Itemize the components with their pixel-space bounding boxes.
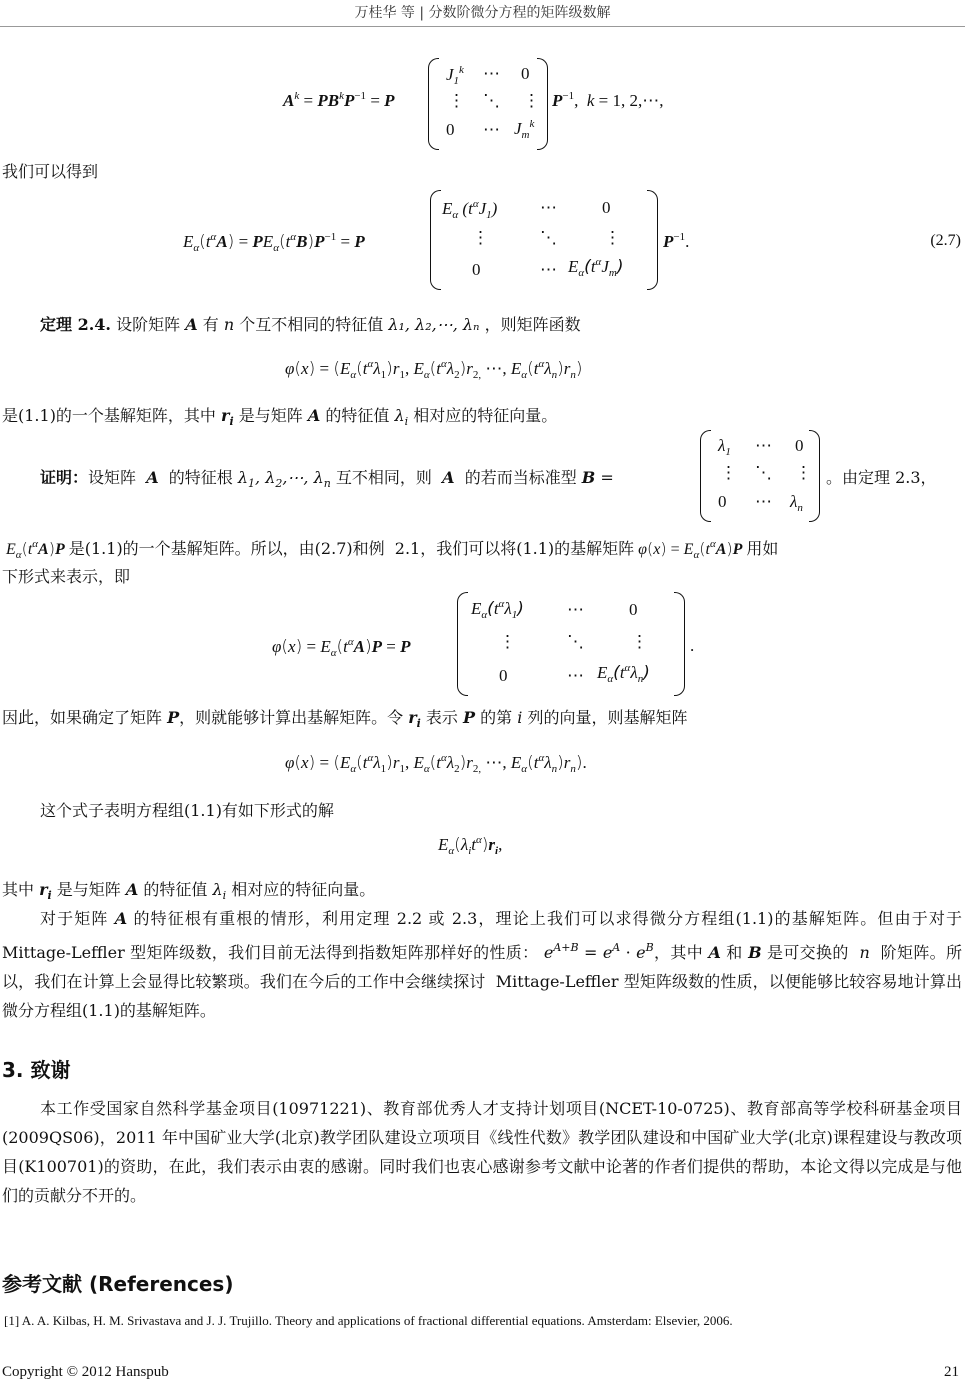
matrix-diagonal-ml: $E_\alpha(t^\alpha\lambda_1)$ ⋯ 0 ⋮ ⋱ ⋮ 0 ⋯ $E_\alpha(t^\alpha\lambda_n)$ (457, 592, 685, 696)
reference-item: [1] A. A. Kilbas, H. M. Srivastava and J. J. Trujillo. Theory and applications of fractional differential equations. Amsterdam: Elsevier, 2006. (4, 1313, 733, 1328)
equation-solution: $E_\alpha(\lambda_it^\alpha)r_i$, (438, 834, 503, 857)
proof-line-1-tail: 。由定理 2.3， (826, 468, 937, 487)
solution-intro: 这个式子表明方程组(1.1)有如下形式的解 (40, 801, 334, 820)
matrix-mittag-leffler-jordan: $E_\alpha$ $(t^\alpha J_1)$ ⋯ 0 ⋮ ⋱ ⋮ 0 ⋯ $E_\alpha(t^\alpha J_m)$ (430, 190, 658, 290)
section-heading-acknowledgement: 3. 致谢 (2, 1058, 71, 1082)
equation-number-2-7: (2.7) (930, 232, 961, 249)
equation-phi-fundamental-2: $\varphi(x) = (E_\alpha(t^\alpha\lambda_1)r_1$, $E_\alpha(t^\alpha\lambda_2)r_{2,}$ ⋯, $E_\alpha(t^\alpha\lambda_n)r_n$). (285, 752, 587, 775)
header-divider (0, 26, 965, 27)
proof-line-2: $E_\alpha(t^\alpha A)P$ 是(1.1)的一个基解矩阵。所以，由(2.7)和例 2.1，我们可以将(1.1)的基解矩阵 $\varphi(x) = E_\alpha(t^\alpha A)P$ 用如 (6, 538, 779, 561)
equation-phi-fundamental: $\varphi(x) = (E_\alpha(t^\alpha\lambda_1)r_1$, $E_\alpha(t^\alpha\lambda_2)r_{2,}$ ⋯, $E_\alpha(t^\alpha\lambda_n)r_n$) (285, 358, 583, 381)
intro-text: 我们可以得到 (2, 162, 99, 181)
hence-paragraph: 因此，如果确定了矩阵 P，则就能够计算出基解矩阵。令 $r_i$ 表示 P 的第 i 列的向量，则基解矩阵 (2, 708, 688, 730)
proof-line-3: 下形式来表示，即 (2, 567, 131, 586)
copyright-footer: Copyright © 2012 Hanspub (2, 1364, 169, 1380)
equation-phi-matrix-end: . (690, 636, 695, 655)
page-number: 21 (944, 1364, 959, 1380)
equation-a-power: $A^k = PB^kP^{-1} = P$ (283, 90, 395, 110)
repeated-roots-paragraph: 对于矩阵 A 的特征根有重根的情形，利用定理 2.2 或 2.3，理论上我们可以求得微分方程组(1.1)的基解矩阵。但由于对于 Mittage-Leffler 型矩阵级数，我们目前无法得到指数矩阵那样好的性质： $e^{A+B} = e^A \cdot e^B$，其中 A 和 B 是可交换的 n 阶矩阵。所以，我们在计算上会显得比较繁琐。我们在今后的工作中会继续探讨 Mittage-Leffler 型矩阵级数的性质，以便能够比较容易地计算出微分方程组(1.1)的基解矩阵。 (2, 909, 962, 1020)
running-header: 万桂华 等 | 分数阶微分方程的矩阵级数解 (354, 5, 611, 21)
theorem-2-4: 定理 2.4. 设阶矩阵 A 有 n 个互不相同的特征值 λ₁, λ₂,⋯, λₙ ，则矩阵函数 (40, 315, 581, 334)
theorem-conclusion: 是(1.1)的一个基解矩阵，其中 $r_i$ 是与矩阵 A 的特征值 $\lambda_i$ 相对应的特征向量。 (2, 406, 558, 428)
equation-2-7-tail: $P^{-1}$. (663, 231, 690, 251)
equation-phi-matrix: $\varphi(x) = E_\alpha(t^\alpha A)P = P$ (272, 636, 411, 659)
equation-2-7: $E_\alpha(t^\alpha A) = PE_\alpha(t^\alpha B)P^{-1} = P$ (183, 231, 365, 254)
matrix-jordan-form-b: $\lambda_1$ ⋯ 0 ⋮ ⋱ ⋮ 0 ⋯ $\lambda_n$ (700, 430, 820, 522)
eigenvector-note: 其中 $r_i$ 是与矩阵 A 的特征值 $\lambda_i$ 相对应的特征向量。 (2, 880, 376, 902)
acknowledgement-paragraph: 本工作受国家自然科学基金项目(10971221)、教育部优秀人才支持计划项目(NCET-10-0725)、教育部高等学校科研基金项目(2009QS06)，2011 年中国矿业大学(北京)教学团队建设立项项目《线性代数》教学团队建设和中国矿业大学(北京)课程建设与教改项目(K100701)的资助，在此，我们表示由衷的感谢。同时我们也衷心感谢参考文献中论著的作者们提供的帮助，本论文得以完成是与他们的贡献分不开的。 (2, 1099, 962, 1205)
equation-a-power-tail: $P^{-1}$, k = 1, 2,⋯, (552, 90, 664, 110)
references-heading: 参考文献 (References) (2, 1272, 234, 1296)
matrix-jordan-power: $J_1^k$ ⋯ 0 ⋮ ⋱ ⋮ 0 ⋯ $J_m^k$ (428, 58, 548, 150)
proof-line-1: 证明：设矩阵 A 的特征根 $\lambda_1$, $\lambda_2,\cdots$, $\lambda_n$ 互不相同，则 A 的若而当标准型 B = (40, 468, 614, 490)
